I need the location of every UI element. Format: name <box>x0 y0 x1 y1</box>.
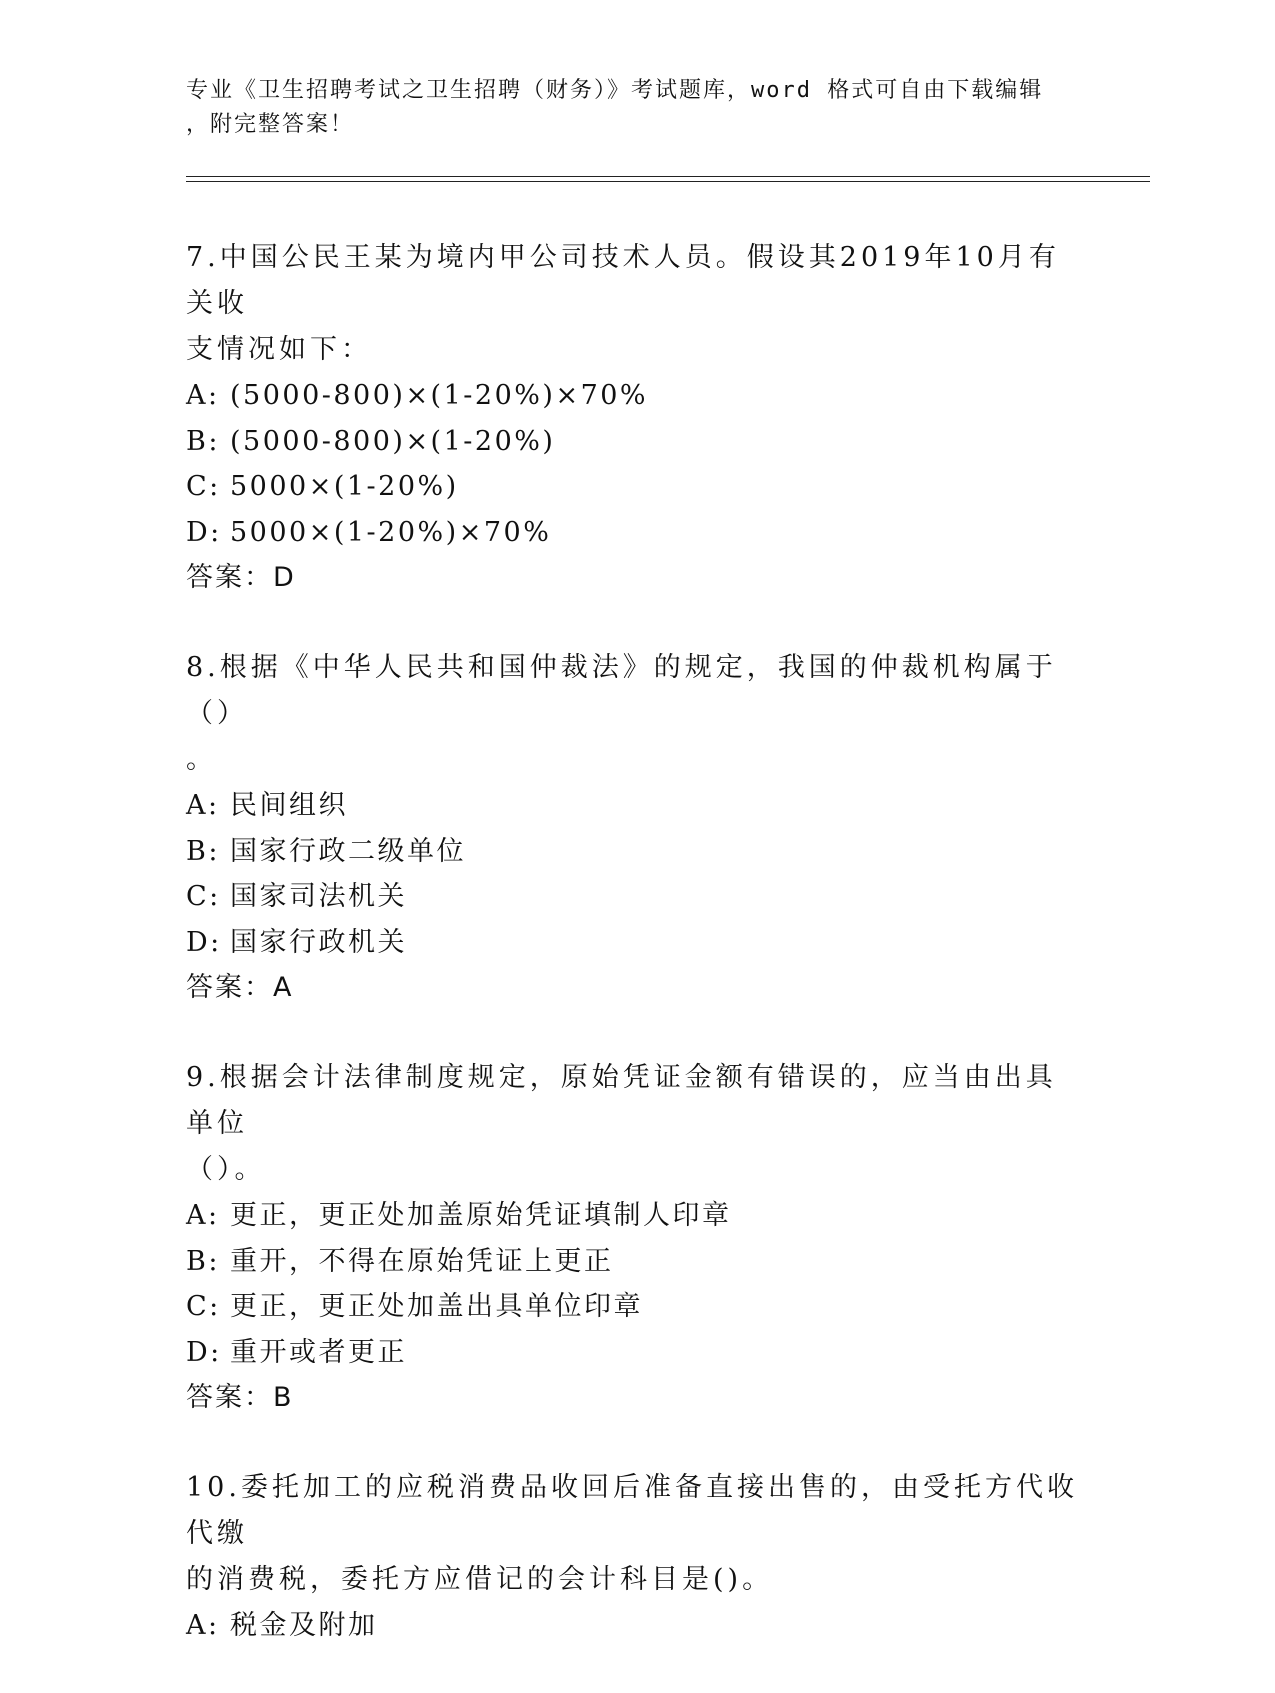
question-stem-line: 的消费税，委托方应借记的会计科目是()。 <box>186 1564 774 1595</box>
header-divider-bottom <box>186 181 1150 182</box>
question-list <box>186 235 1086 1693</box>
option-text: 税金及附加 <box>230 1610 378 1641</box>
question-stem-line: 支情况如下： <box>186 334 372 365</box>
option-text: (5000-800)×(1-20%) <box>230 425 556 457</box>
option-key: C: <box>186 471 221 502</box>
option-key: C: <box>186 881 221 912</box>
option-a <box>186 1193 1086 1239</box>
option-d <box>186 920 1086 966</box>
option-a <box>186 783 1086 829</box>
option-d <box>186 510 1086 556</box>
option-key: D: <box>186 926 222 958</box>
question-stem <box>186 645 1086 783</box>
option-key: A: <box>186 1200 220 1231</box>
option-text: 5000×(1-20%) <box>230 471 459 502</box>
answer-line: 答案：D <box>186 562 296 593</box>
option-d <box>186 1330 1086 1376</box>
option-c <box>186 874 1086 920</box>
option-c <box>186 1284 1086 1330</box>
option-key: B: <box>186 425 220 457</box>
option-text: 国家行政二级单位 <box>230 835 466 867</box>
option-text: 重开，不得在原始凭证上更正 <box>230 1245 614 1277</box>
option-text: 民间组织 <box>230 790 348 821</box>
question-stem <box>186 1465 1086 1603</box>
question-stem <box>186 1055 1086 1193</box>
option-key: B: <box>186 1245 220 1277</box>
option-c <box>186 464 1086 510</box>
option-text: 更正，更正处加盖出具单位印章 <box>230 1291 643 1322</box>
question-item <box>186 235 1086 601</box>
question-stem-line: 8.根据《中华人民共和国仲裁法》的规定，我国的仲裁机构属于（） <box>186 652 1057 729</box>
option-b <box>186 829 1086 875</box>
option-key: A: <box>186 380 220 411</box>
option-key: A: <box>186 1610 220 1641</box>
question-stem-line: 7.中国公民王某为境内甲公司技术人员。假设其2019年10月有关收 <box>186 242 1060 319</box>
header-divider-top <box>186 176 1150 177</box>
question-item <box>186 1465 1086 1649</box>
option-a <box>186 373 1086 419</box>
question-stem-line: 。 <box>186 744 217 775</box>
option-text: (5000-800)×(1-20%)×70% <box>230 380 649 411</box>
document-header <box>186 74 1086 142</box>
question-item <box>186 645 1086 1011</box>
option-text: 更正，更正处加盖原始凭证填制人印章 <box>230 1200 732 1231</box>
option-key: B: <box>186 835 220 867</box>
option-b <box>186 419 1086 465</box>
header-line-1: 专业《卫生招聘考试之卫生招聘（财务）》考试题库，word 格式可自由下载编辑 <box>186 78 1044 103</box>
option-key: C: <box>186 1291 221 1322</box>
option-key: D: <box>186 1336 222 1368</box>
option-text: 5000×(1-20%)×70% <box>230 516 552 548</box>
question-stem-line: 9.根据会计法律制度规定，原始凭证金额有错误的，应当由出具单位 <box>186 1062 1057 1139</box>
option-key: D: <box>186 516 222 548</box>
option-a <box>186 1603 1086 1649</box>
answer-line: 答案：B <box>186 1382 294 1413</box>
option-b <box>186 1239 1086 1285</box>
answer-line: 答案：A <box>186 972 294 1003</box>
option-text: 国家行政机关 <box>230 926 407 958</box>
question-stem <box>186 235 1086 373</box>
option-text: 国家司法机关 <box>230 881 407 912</box>
option-text: 重开或者更正 <box>230 1336 407 1368</box>
question-stem-line: （）。 <box>186 1154 266 1185</box>
question-item <box>186 1055 1086 1421</box>
question-stem-line: 10.委托加工的应税消费品收回后准备直接出售的，由受托方代收代缴 <box>186 1472 1078 1549</box>
option-key: A: <box>186 790 220 821</box>
header-line-2: ，附完整答案！ <box>186 112 355 137</box>
